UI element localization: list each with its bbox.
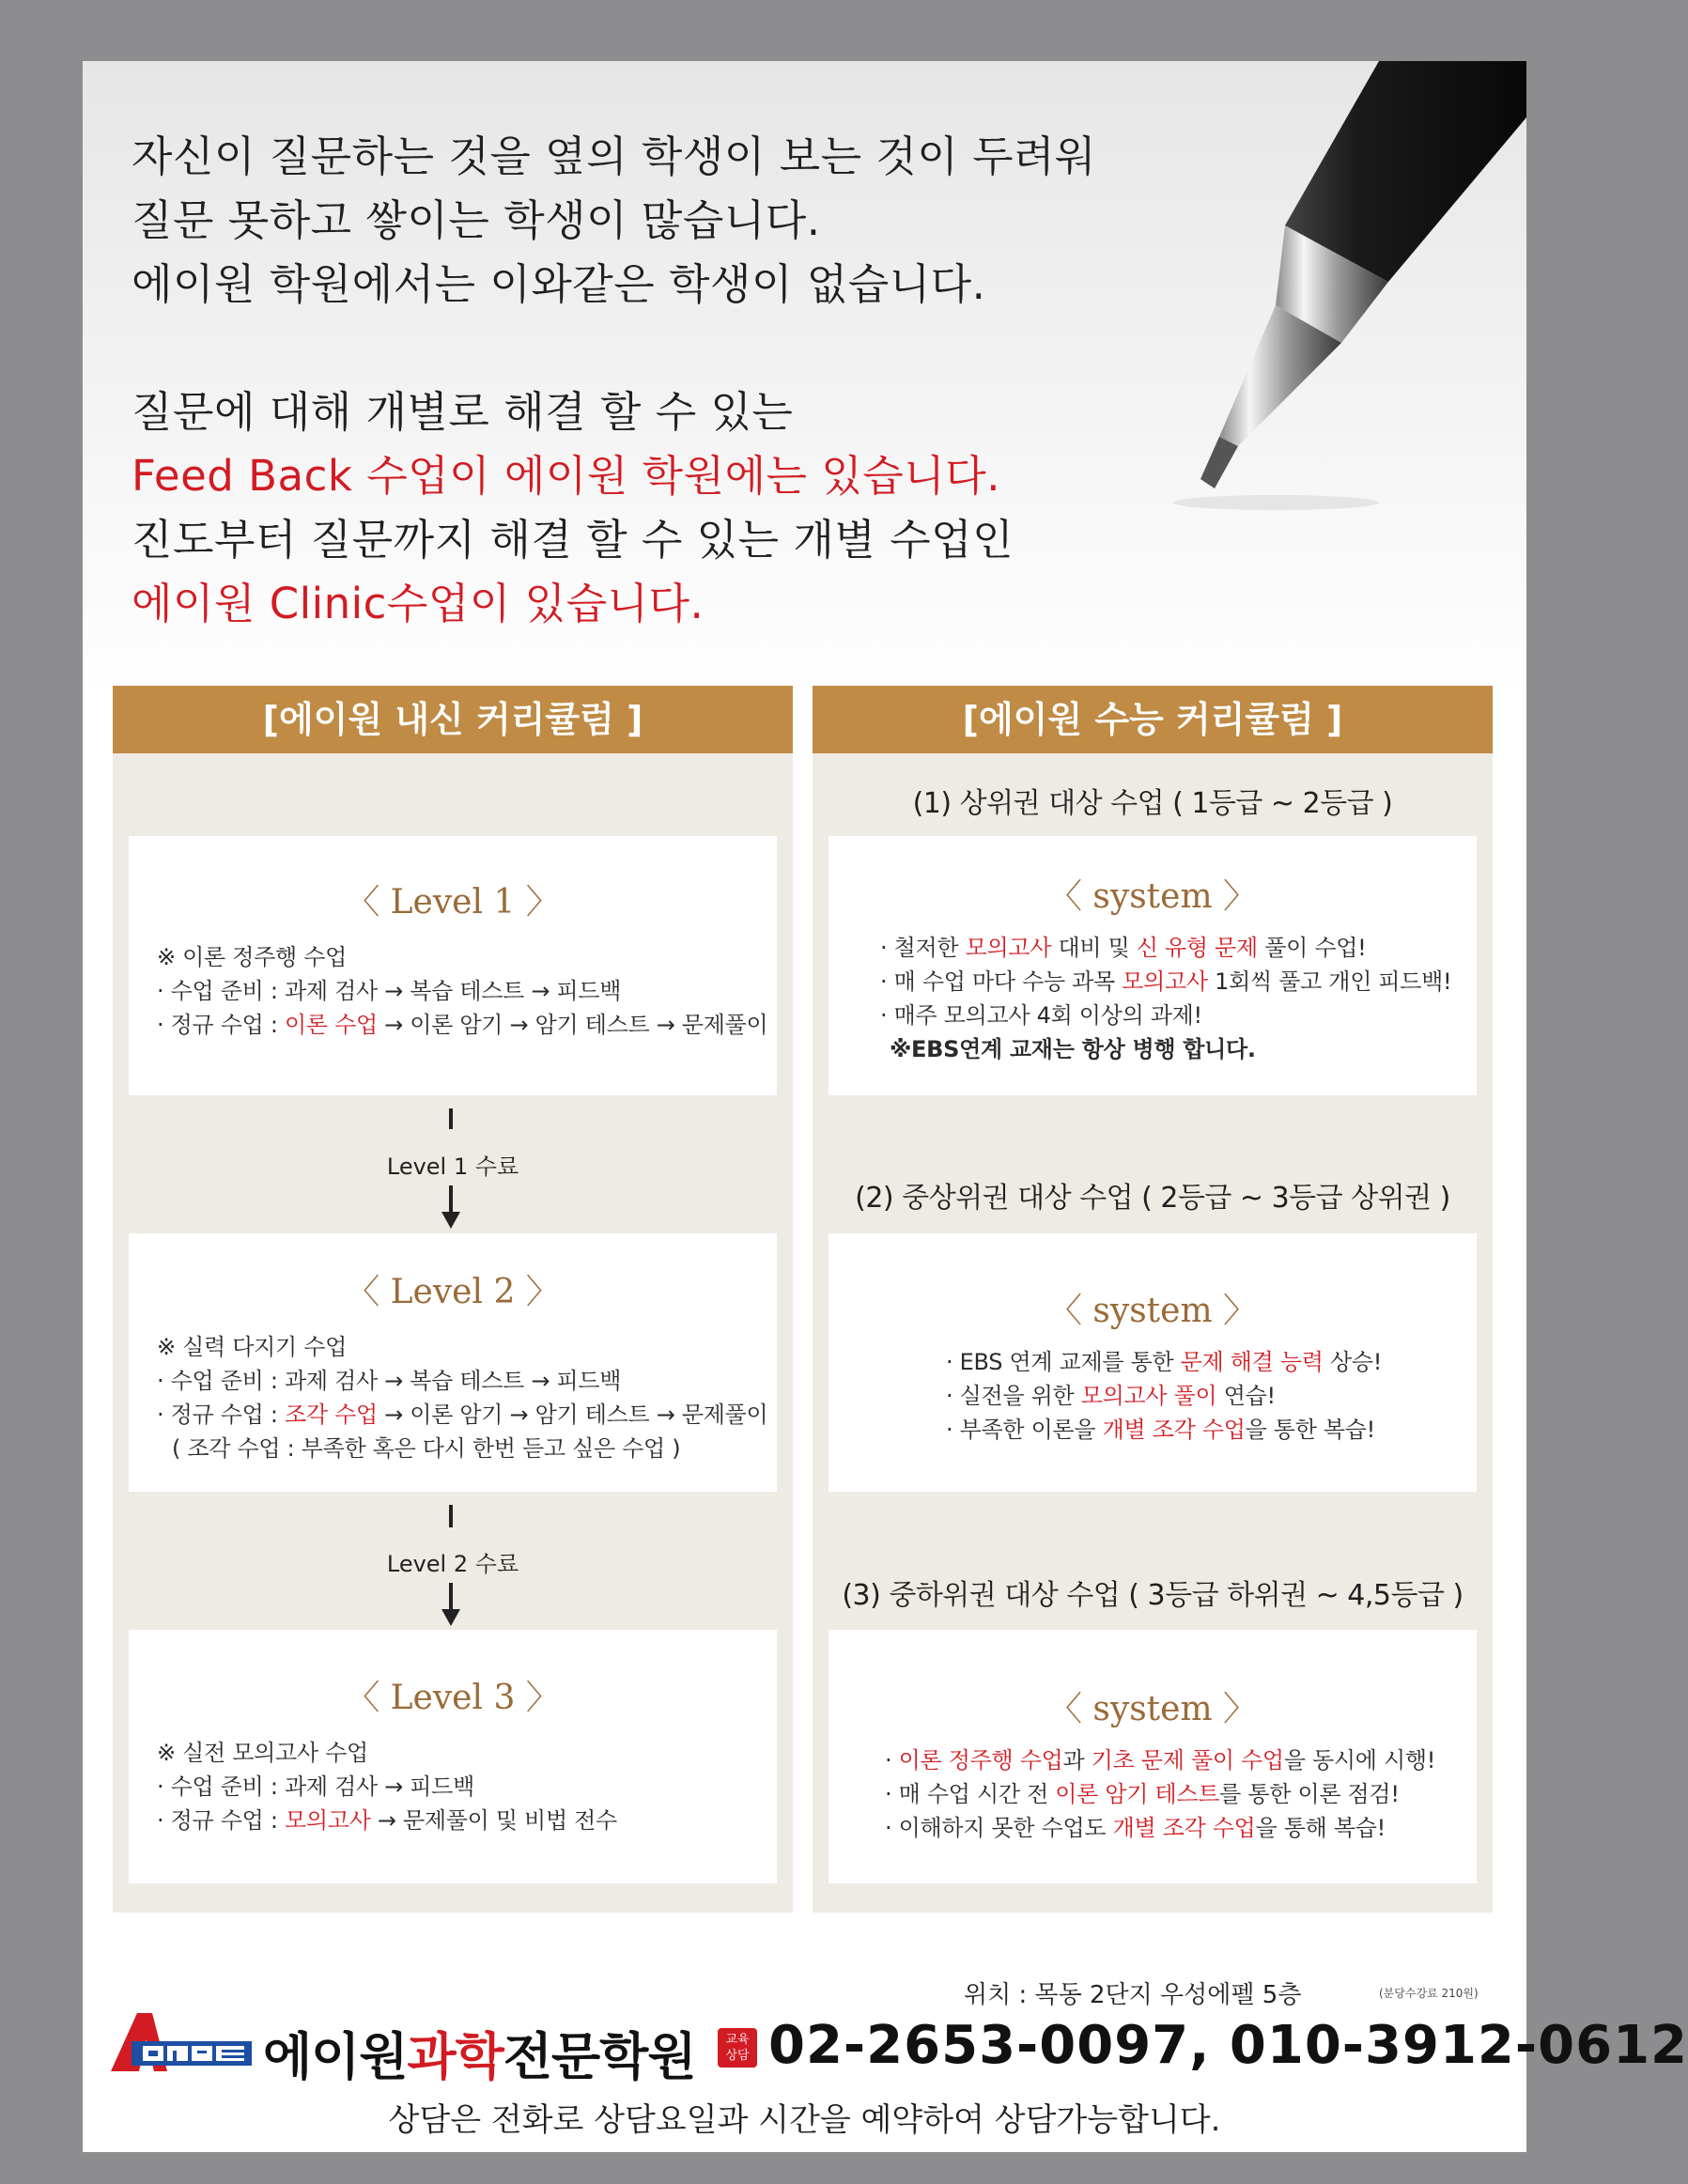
sec1-system-title: 〈 system 〉 [1047, 877, 1258, 916]
sec1-box [829, 836, 1477, 1095]
sec1-title: (1) 상위권 대상 수업 ( 1등급 ~ 2등급 ) [912, 787, 1393, 820]
sec3-system-title: 〈 system 〉 [1047, 1690, 1258, 1728]
naesin-header: [에이원 내신 커리큘럼 ] [113, 686, 793, 753]
level2-line: · 정규 수업 : 조각 수업 → 이론 암기 → 암기 테스트 → 문제풀이 [157, 1402, 768, 1428]
sec2-line: · EBS 연계 교제를 통한 문제 해결 능력 상승! [946, 1349, 1383, 1375]
sec2-line: · 실전을 위한 모의고사 풀이 연습! [946, 1383, 1276, 1409]
intro-line: 진도부터 질문까지 해결 할 수 있는 개별 수업인 [132, 515, 1014, 565]
level3-line: ※ 실전 모의고사 수업 [157, 1740, 368, 1766]
level1-box [129, 836, 777, 1095]
level3-title: 〈 Level 3 〉 [346, 1679, 560, 1717]
school-name: 에이원과학전문학원 [263, 2027, 696, 2086]
sec2-system-title: 〈 system 〉 [1047, 1292, 1258, 1330]
sec1-line: · 매주 모의고사 4회 이상의 과제! [880, 1002, 1202, 1029]
naesin-curriculum [113, 686, 793, 1913]
sec1-line: · 매 수업 마다 수능 과목 모의고사 1회씩 풀고 개인 피드백! [880, 968, 1452, 995]
level1-line: · 정규 수업 : 이론 수업 → 이론 암기 → 암기 테스트 → 문제풀이 [157, 1012, 768, 1038]
flyer-page [83, 61, 1688, 2152]
sec3-box [829, 1630, 1477, 1883]
intro-line: 질문 못하고 쌓이는 학생이 많습니다. [132, 195, 821, 245]
sec3-line: · 매 수업 시간 전 이론 암기 테스트를 통한 이론 점검! [885, 1781, 1400, 1807]
sec1-note: ※EBS연계 교재는 항상 병행 합니다. [890, 1036, 1256, 1062]
level3-box [129, 1630, 777, 1883]
level1-title: 〈 Level 1 〉 [346, 883, 560, 922]
intro-line-highlight: 에이원 Clinic수업이 있습니다. [132, 579, 705, 628]
sec3-line: · 이론 정주행 수업과 기초 문제 풀이 수업을 동시에 시행! [885, 1747, 1436, 1774]
level1-line: ※ 이론 정주행 수업 [157, 944, 347, 970]
intro-line: 에이원 학원에서는 이와같은 학생이 없습니다. [132, 259, 986, 309]
sec1-line: · 철저한 모의고사 대비 및 신 유형 문제 풀이 수업! [880, 935, 1367, 961]
location-text: 위치 : 목동 2단지 우성에펠 5층 [964, 1981, 1302, 2009]
intro-line: 질문에 대해 개별로 해결 할 수 있는 [132, 387, 794, 437]
consult-badge: 교육 상담 [718, 2028, 757, 2068]
flow-line [449, 1185, 453, 1214]
pen-image [1163, 61, 1526, 512]
phone-numbers[interactable]: 02-2653-0097, 010-3912-0612 [768, 2015, 1688, 2076]
level2-title: 〈 Level 2 〉 [346, 1273, 560, 1311]
level2-line: ※ 실력 다지기 수업 [157, 1334, 347, 1360]
level3-line: · 정규 수업 : 모의고사 → 문제풀이 및 비법 전수 [157, 1807, 617, 1834]
intro-line-highlight: Feed Back 수업이 에이원 학원에는 있습니다. [132, 451, 1001, 501]
footer [83, 1977, 1688, 2152]
fee-note: (분당수강료 210원) [1379, 1987, 1479, 2000]
level2-box [129, 1233, 777, 1492]
flow-line [449, 1583, 453, 1611]
intro-text [132, 125, 1240, 636]
consult-notice: 상담은 전화로 상담요일과 시간을 예약하여 상담가능합니다. [388, 2101, 1221, 2139]
sec2-title: (2) 중상위권 대상 수업 ( 2등급 ~ 3등급 상위권 ) [855, 1182, 1450, 1215]
level2-line: · 수업 준비 : 과제 검사 → 복습 테스트 → 피드백 [157, 1368, 622, 1394]
sec2-line: · 부족한 이론을 개별 조각 수업을 통한 복습! [946, 1417, 1375, 1443]
level3-line: · 수업 준비 : 과제 검사 → 피드백 [157, 1774, 474, 1800]
suneung-header: [에이원 수능 커리큘럼 ] [813, 686, 1493, 753]
aone-logo [111, 2013, 252, 2071]
flow-line [449, 1108, 453, 1129]
intro-section [83, 61, 1526, 700]
sec3-title: (3) 중하위권 대상 수업 ( 3등급 하위권 ~ 4,5등급 ) [842, 1579, 1463, 1612]
sec2-box [829, 1233, 1477, 1492]
flow-line [449, 1505, 453, 1527]
suneung-curriculum [813, 686, 1493, 1913]
arrow-down-icon [441, 1212, 460, 1229]
level1-complete-label: Level 1 수료 [386, 1154, 519, 1180]
level1-line: · 수업 준비 : 과제 검사 → 복습 테스트 → 피드백 [157, 978, 622, 1004]
intro-line: 자신이 질문하는 것을 옆의 학생이 보는 것이 두려워 [132, 132, 1097, 181]
arrow-down-icon [441, 1609, 460, 1626]
sec3-line: · 이해하지 못한 수업도 개별 조각 수업을 통해 복습! [885, 1815, 1386, 1841]
level2-line: ( 조각 수업 : 부족한 혹은 다시 한번 듣고 싶은 수업 ) [172, 1435, 681, 1462]
level2-complete-label: Level 2 수료 [386, 1551, 519, 1577]
